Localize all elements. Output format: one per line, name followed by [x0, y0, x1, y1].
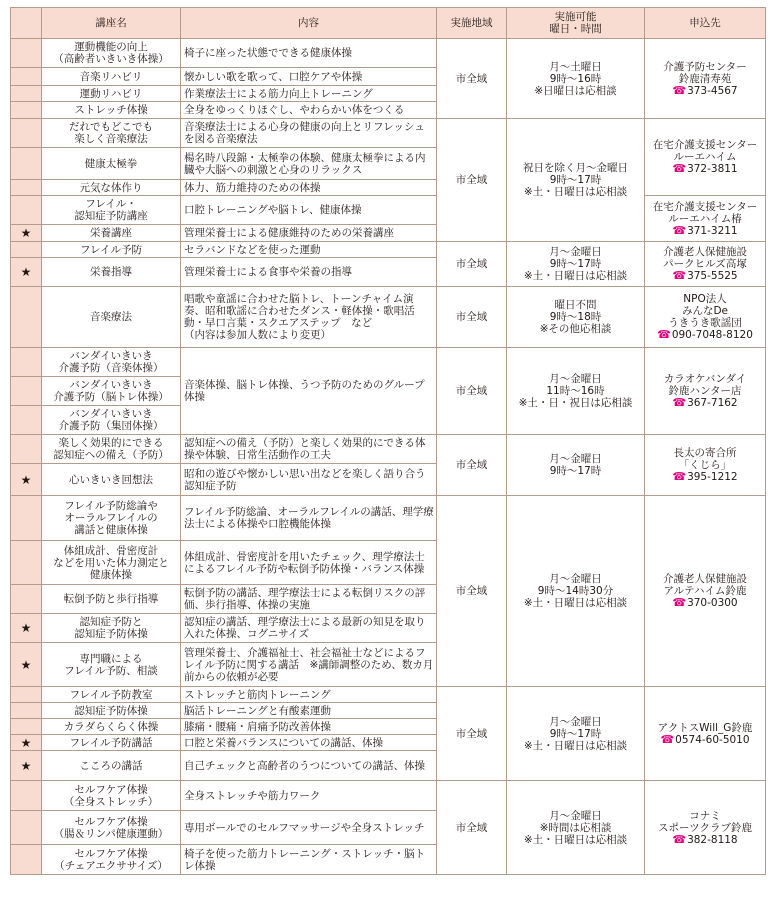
course-content: 口腔と栄養バランスについての講話、体操 [181, 735, 437, 751]
course-name: 楽しく効果的にできる 認知症への備え（予防） [42, 435, 181, 464]
course-content: 管理栄養士、介護福祉士、社会福祉士などによるフレイル予防に関する講話 ※講師調整のため、数カ月前からの依頼が必要 [181, 643, 437, 687]
contact-name: カラオケバンダイ 鈴鹿ハンター店 [663, 373, 747, 397]
course-name: 認知症予防体操 [42, 703, 181, 719]
course-content: 全身をゆっくりほぐし、やわらかい体をつくる [181, 102, 437, 119]
course-content: 膝痛・腰痛・肩痛予防改善体操 [181, 719, 437, 735]
time-cell: 曜日不問 9時～18時 ※その他応相談 [507, 287, 645, 348]
course-name: セルフケア体操 （チェアエクササイズ） [42, 845, 181, 875]
contact-cell [645, 435, 766, 496]
contact-cell [645, 781, 766, 875]
star-marker [11, 435, 42, 464]
time-cell: 月～土曜日 9時～16時 ※日曜日は応相談 [507, 39, 645, 119]
course-table [10, 7, 766, 875]
course-name: フレイル・ 認知症予防講座 [42, 196, 181, 225]
time-cell: 月～金曜日 9時～17時 ※土・日曜日は応相談 [507, 242, 645, 287]
course-content: 音楽体操、脳トレ体操、うつ予防のためのグループ体操 [181, 348, 437, 435]
course-name: 専門職による フレイル予防、相談 [42, 643, 181, 687]
course-content: 唱歌や童謡に合わせた脳トレ、トーンチャイム演奏、昭和歌謡に合わせたダンス・軽体操・歌唱活動・早口言葉・スクエアステップ など （内容は参加人数により変更） [181, 287, 437, 348]
star-marker [11, 287, 42, 348]
course-content: 認知症の講話、理学療法士による最新の知見を取り入れた体操、コグニサイズ [181, 614, 437, 643]
contact-name: コナミ スポーツクラブ鈴鹿 [658, 809, 752, 834]
area-cell: 市全域 [437, 781, 507, 875]
course-content: 脳活トレーニングと有酸素運動 [181, 703, 437, 719]
course-content: フレイル予防総論、オーラルフレイルの講話、理学療法士による体操や口腔機能体操 [181, 496, 437, 541]
contact-name: 在宅介護支援センター ルーエハイム椿 [652, 200, 758, 225]
contact-name: アクトスWill_G鈴鹿 [657, 721, 753, 734]
course-content: 体力、筋力維持のための体操 [181, 180, 437, 196]
header-star [11, 8, 42, 39]
course-name: フレイル予防講話 [42, 735, 181, 751]
contact-name: 在宅介護支援センター ルーエハイム [652, 139, 758, 163]
course-content: セラバンドなどを使った運動 [181, 242, 437, 258]
course-name: 転倒予防と歩行指導 [42, 585, 181, 614]
star-marker [11, 102, 42, 119]
table-row [11, 119, 766, 148]
header-time: 実施可能 曜日・時間 [507, 8, 645, 39]
course-name: バンダイいきいき 介護予防（音楽体操） [42, 348, 181, 377]
area-cell: 市全域 [437, 119, 507, 242]
phone-icon: ☎ [672, 269, 687, 282]
course-name: セルフケア体操 （全身ストレッチ） [42, 781, 181, 811]
contact-name: NPO法人 みんなDe うきうき歌謡団 [668, 293, 742, 329]
star-marker [11, 148, 42, 180]
course-name: 栄養講座 [42, 225, 181, 242]
time-cell: 月～金曜日 9時～14時30分 ※土・日曜日は応相談 [507, 496, 645, 687]
star-marker [11, 196, 42, 225]
star-marker [11, 180, 42, 196]
course-content: 懐かしい歌を歌って、口腔ケアや体操 [181, 68, 437, 86]
course-content: 作業療法士による筋力向上トレーニング [181, 86, 437, 102]
course-name: 心いきいき回想法 [42, 464, 181, 496]
contact-name: 介護予防センター 鈴鹿清寿苑 [663, 60, 747, 85]
star-marker [11, 119, 42, 148]
table-row [11, 39, 766, 68]
course-content: 体組成計、骨密度計を用いたチェック、理学療法士によるフレイル予防や転倒予防体操・バランス体操 [181, 541, 437, 585]
phone-number: 367-7162 [687, 397, 738, 409]
phone-icon: ☎ [672, 162, 687, 175]
star-marker [11, 811, 42, 845]
contact-phone[interactable] [647, 734, 763, 746]
contact-phone[interactable] [647, 397, 763, 409]
star-marker [11, 39, 42, 68]
course-name: フレイル予防 [42, 242, 181, 258]
contact-cell [645, 242, 766, 287]
star-marker: ★ [11, 735, 42, 751]
area-cell: 市全域 [437, 687, 507, 781]
phone-icon: ☎ [660, 732, 675, 746]
contact-phone[interactable] [647, 85, 763, 97]
contact-cell [645, 287, 766, 348]
star-marker [11, 585, 42, 614]
time-cell: 月～金曜日 9時～17時 ※土・日曜日は応相談 [507, 687, 645, 781]
contact-phone[interactable] [647, 329, 763, 341]
course-name: こころの講話 [42, 751, 181, 781]
star-marker [11, 496, 42, 541]
header-course-name: 講座名 [42, 8, 181, 39]
time-cell: 祝日を除く月～金曜日 9時～17時 ※土・日曜日は応相談 [507, 119, 645, 242]
course-content: 転倒予防の講話、理学療法士による転倒リスクの評価、歩行指導、体操の実施 [181, 585, 437, 614]
phone-number: 372-3811 [687, 163, 738, 175]
course-content: 全身ストレッチや筋力ワーク [181, 781, 437, 811]
course-content: 専用ボールでのセルフマッサージや全身ストレッチ [181, 811, 437, 845]
contact-phone[interactable] [647, 471, 763, 483]
phone-icon: ☎ [672, 83, 687, 97]
area-cell: 市全域 [437, 39, 507, 119]
area-cell: 市全域 [437, 496, 507, 687]
table-row [11, 496, 766, 541]
course-name: 運動機能の向上 （高齢者いきいき体操） [42, 39, 181, 68]
star-marker [11, 719, 42, 735]
phone-number: 395-1212 [687, 471, 738, 483]
course-content: 椅子を使った筋力トレーニング・ストレッチ・脳トレ体操 [181, 845, 437, 875]
header-row [11, 8, 766, 39]
phone-number: 382-8118 [687, 833, 738, 846]
course-content: 楊名時八段錦・太極拳の体験、健康太極拳による内臓や大脳への刺激と心身のリラックス [181, 148, 437, 180]
course-name: 健康太極拳 [42, 148, 181, 180]
course-name: 認知症予防と 認知症予防体操 [42, 614, 181, 643]
phone-number: 0574-60-5010 [675, 733, 750, 746]
header-contact: 申込先 [645, 8, 766, 39]
phone-number: 375-5525 [687, 270, 738, 282]
table-row [11, 242, 766, 258]
table-row [11, 435, 766, 464]
course-name: バンダイいきいき 介護予防（脳トレ体操） [42, 377, 181, 406]
star-marker: ★ [11, 258, 42, 287]
course-content: 管理栄養士による食事や栄養の指導 [181, 258, 437, 287]
star-marker [11, 68, 42, 86]
time-cell: 月～金曜日 ※時間は応相談 ※土・日曜日は応相談 [507, 781, 645, 875]
star-marker [11, 541, 42, 585]
star-marker [11, 687, 42, 703]
phone-icon: ☎ [672, 223, 687, 237]
star-marker: ★ [11, 751, 42, 781]
course-name: 栄養指導 [42, 258, 181, 287]
table-body [11, 39, 766, 875]
course-name: セルフケア体操 （腸＆リンパ健康運動） [42, 811, 181, 845]
contact-phone[interactable] [647, 834, 763, 846]
table-row [11, 348, 766, 377]
course-content: 口腔トレーニングや脳トレ、健康体操 [181, 196, 437, 225]
course-name: バンダイいきいき 介護予防（集団体操） [42, 406, 181, 435]
course-content: 認知症への備え（予防）と楽しく効果的にできる体操や体験、日常生活動作の工夫 [181, 435, 437, 464]
star-marker [11, 703, 42, 719]
contact-name: 長太の寄合所 「くじら」 [673, 447, 737, 471]
phone-number: 090-7048-8120 [671, 329, 753, 341]
contact-phone[interactable] [647, 225, 763, 237]
area-cell: 市全域 [437, 435, 507, 496]
contact-phone[interactable] [647, 597, 763, 609]
course-name: 運動リハビリ [42, 86, 181, 102]
star-marker: ★ [11, 643, 42, 687]
time-cell: 月～金曜日 11時～16時 ※土・日・祝日は応相談 [507, 348, 645, 435]
contact-name: 介護老人保健施設 アルテハイム鈴鹿 [663, 573, 747, 597]
phone-number: 373-4567 [687, 84, 738, 97]
course-name: 音楽療法 [42, 287, 181, 348]
contact-cell [645, 348, 766, 435]
course-name: フレイル予防教室 [42, 687, 181, 703]
course-table-wrapper [10, 7, 766, 875]
phone-icon: ☎ [672, 596, 687, 609]
star-marker [11, 781, 42, 811]
contact-cell [645, 119, 766, 196]
table-row [11, 287, 766, 348]
phone-icon: ☎ [672, 470, 687, 483]
course-content: 管理栄養士による健康維持のための栄養講座 [181, 225, 437, 242]
course-content: 椅子に座った状態でできる健康体操 [181, 39, 437, 68]
phone-number: 370-0300 [687, 597, 738, 609]
area-cell: 市全域 [437, 287, 507, 348]
course-name: ストレッチ体操 [42, 102, 181, 119]
course-name: 元気な体作り [42, 180, 181, 196]
header-area: 実施地域 [437, 8, 507, 39]
area-cell: 市全域 [437, 242, 507, 287]
table-row [11, 781, 766, 811]
star-marker [11, 845, 42, 875]
contact-cell [645, 687, 766, 781]
phone-icon: ☎ [672, 396, 687, 409]
header-content: 内容 [181, 8, 437, 39]
phone-icon: ☎ [657, 328, 671, 341]
time-cell: 月～金曜日 9時～17時 [507, 435, 645, 496]
course-name: 音楽リハビリ [42, 68, 181, 86]
phone-icon: ☎ [672, 832, 687, 846]
contact-phone[interactable] [647, 270, 763, 282]
course-name: だれでもどこでも 楽しく音楽療法 [42, 119, 181, 148]
star-marker: ★ [11, 464, 42, 496]
star-marker: ★ [11, 614, 42, 643]
star-marker [11, 348, 42, 377]
star-marker [11, 242, 42, 258]
contact-cell [645, 196, 766, 242]
course-name: フレイル予防総論や オーラルフレイルの 講話と健康体操 [42, 496, 181, 541]
course-content: 昭和の遊びや懐かしい思い出などを楽しく語り合う認知症予防 [181, 464, 437, 496]
table-row [11, 196, 766, 225]
course-name: カラダらくらく体操 [42, 719, 181, 735]
contact-name: 介護老人保健施設 パークヒルズ高塚 [663, 246, 747, 270]
course-content: 自己チェックと高齢者のうつについての講話、体操 [181, 751, 437, 781]
contact-phone[interactable] [647, 163, 763, 175]
contact-cell [645, 39, 766, 119]
contact-cell [645, 496, 766, 687]
star-marker [11, 406, 42, 435]
star-marker [11, 377, 42, 406]
course-name: 体組成計、骨密度計 などを用いた体力測定と 健康体操 [42, 541, 181, 585]
course-content: 音楽療法士による心身の健康の向上とリフレッシュを図る音楽療法 [181, 119, 437, 148]
phone-number: 371-3211 [687, 224, 738, 237]
course-content: ストレッチと筋肉トレーニング [181, 687, 437, 703]
star-marker [11, 86, 42, 102]
area-cell: 市全域 [437, 348, 507, 435]
star-marker: ★ [11, 225, 42, 242]
table-row [11, 687, 766, 703]
